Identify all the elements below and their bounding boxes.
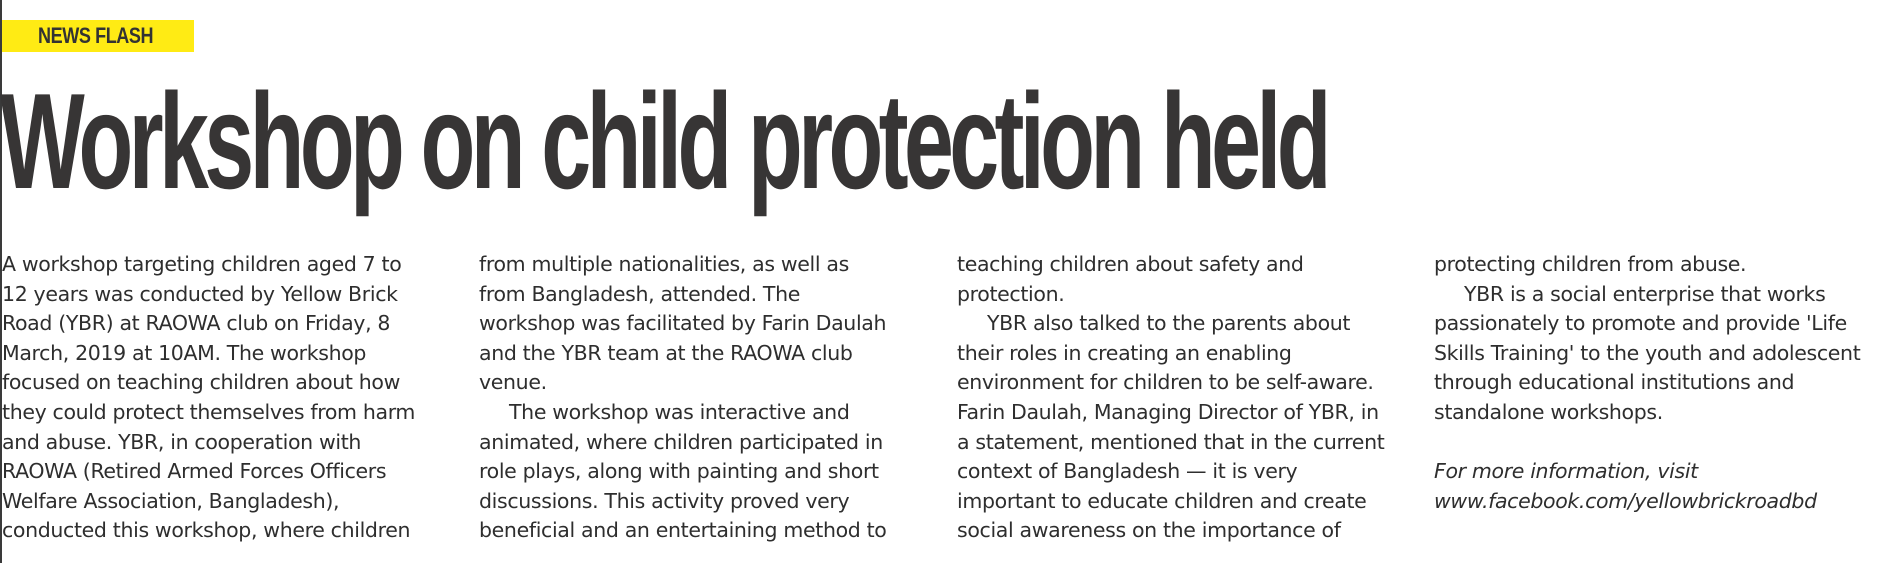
body-line: animated, where children participated in xyxy=(479,429,883,454)
body-line: protecting children from abuse. xyxy=(1434,252,1747,276)
article-column-1 xyxy=(2,250,452,546)
news-flash-text: NEWS FLASH xyxy=(38,23,154,48)
paragraph-gap xyxy=(1434,428,1884,458)
body-line: context of Bangladesh — it is very xyxy=(957,459,1298,484)
body-line: teaching children about safety and xyxy=(957,252,1304,276)
body-line: and the YBR team at the RAOWA club xyxy=(479,340,853,365)
body-line: beneficial and an entertaining method to xyxy=(479,518,887,543)
body-line: standalone workshops. xyxy=(1434,399,1663,424)
more-info-line: For more information, visit xyxy=(1434,459,1698,484)
body-line: they could protect themselves from harm xyxy=(2,399,416,424)
body-line: 12 years was conducted by Yellow Brick xyxy=(2,281,398,306)
body-line: Road (YBR) at RAOWA club on Friday, 8 xyxy=(2,311,391,336)
body-line: RAOWA (Retired Armed Forces Officers xyxy=(2,459,387,484)
paragraph-start-line: The workshop was interactive and xyxy=(509,399,850,424)
body-line: Skills Training' to the youth and adolescent xyxy=(1434,340,1861,365)
body-line: important to educate children and create xyxy=(957,488,1367,513)
body-line: discussions. This activity proved very xyxy=(479,488,850,513)
body-line: social awareness on the importance of xyxy=(957,518,1341,543)
body-line: role plays, along with painting and short xyxy=(479,459,879,484)
news-flash-label xyxy=(2,20,194,52)
body-line: environment for children to be self-aware. xyxy=(957,370,1374,395)
body-line: Farin Daulah, Managing Director of YBR, in xyxy=(957,399,1379,424)
body-line: passionately to promote and provide 'Life xyxy=(1434,311,1847,336)
article-column-4 xyxy=(1434,250,1884,516)
article-column-2 xyxy=(479,250,929,546)
body-line: focused on teaching children about how xyxy=(2,370,401,395)
body-line: from Bangladesh, attended. The xyxy=(479,281,800,306)
article-column-3 xyxy=(957,250,1407,546)
body-line: a statement, mentioned that in the current xyxy=(957,429,1385,454)
body-line: venue. xyxy=(479,370,547,395)
paragraph-start-line: YBR also talked to the parents about xyxy=(987,311,1351,336)
body-line: Welfare Association, Bangladesh), xyxy=(2,488,340,513)
body-line: through educational institutions and xyxy=(1434,370,1795,395)
body-line: protection. xyxy=(957,281,1065,306)
body-line: their roles in creating an enabling xyxy=(957,340,1292,365)
body-line: A workshop targeting children aged 7 to xyxy=(2,252,402,276)
body-line: from multiple nationalities, as well as xyxy=(479,252,849,276)
article-headline: Workshop on child protection held xyxy=(0,65,1327,217)
body-line: conducted this workshop, where children xyxy=(2,518,411,543)
body-line: March, 2019 at 10AM. The workshop xyxy=(2,340,367,365)
body-line: and abuse. YBR, in cooperation with xyxy=(2,429,362,454)
facebook-url: www.facebook.com/yellowbrickroadbd xyxy=(1434,488,1817,513)
body-line: workshop was facilitated by Farin Daulah xyxy=(479,311,887,336)
paragraph-start-line: YBR is a social enterprise that works xyxy=(1464,281,1826,306)
